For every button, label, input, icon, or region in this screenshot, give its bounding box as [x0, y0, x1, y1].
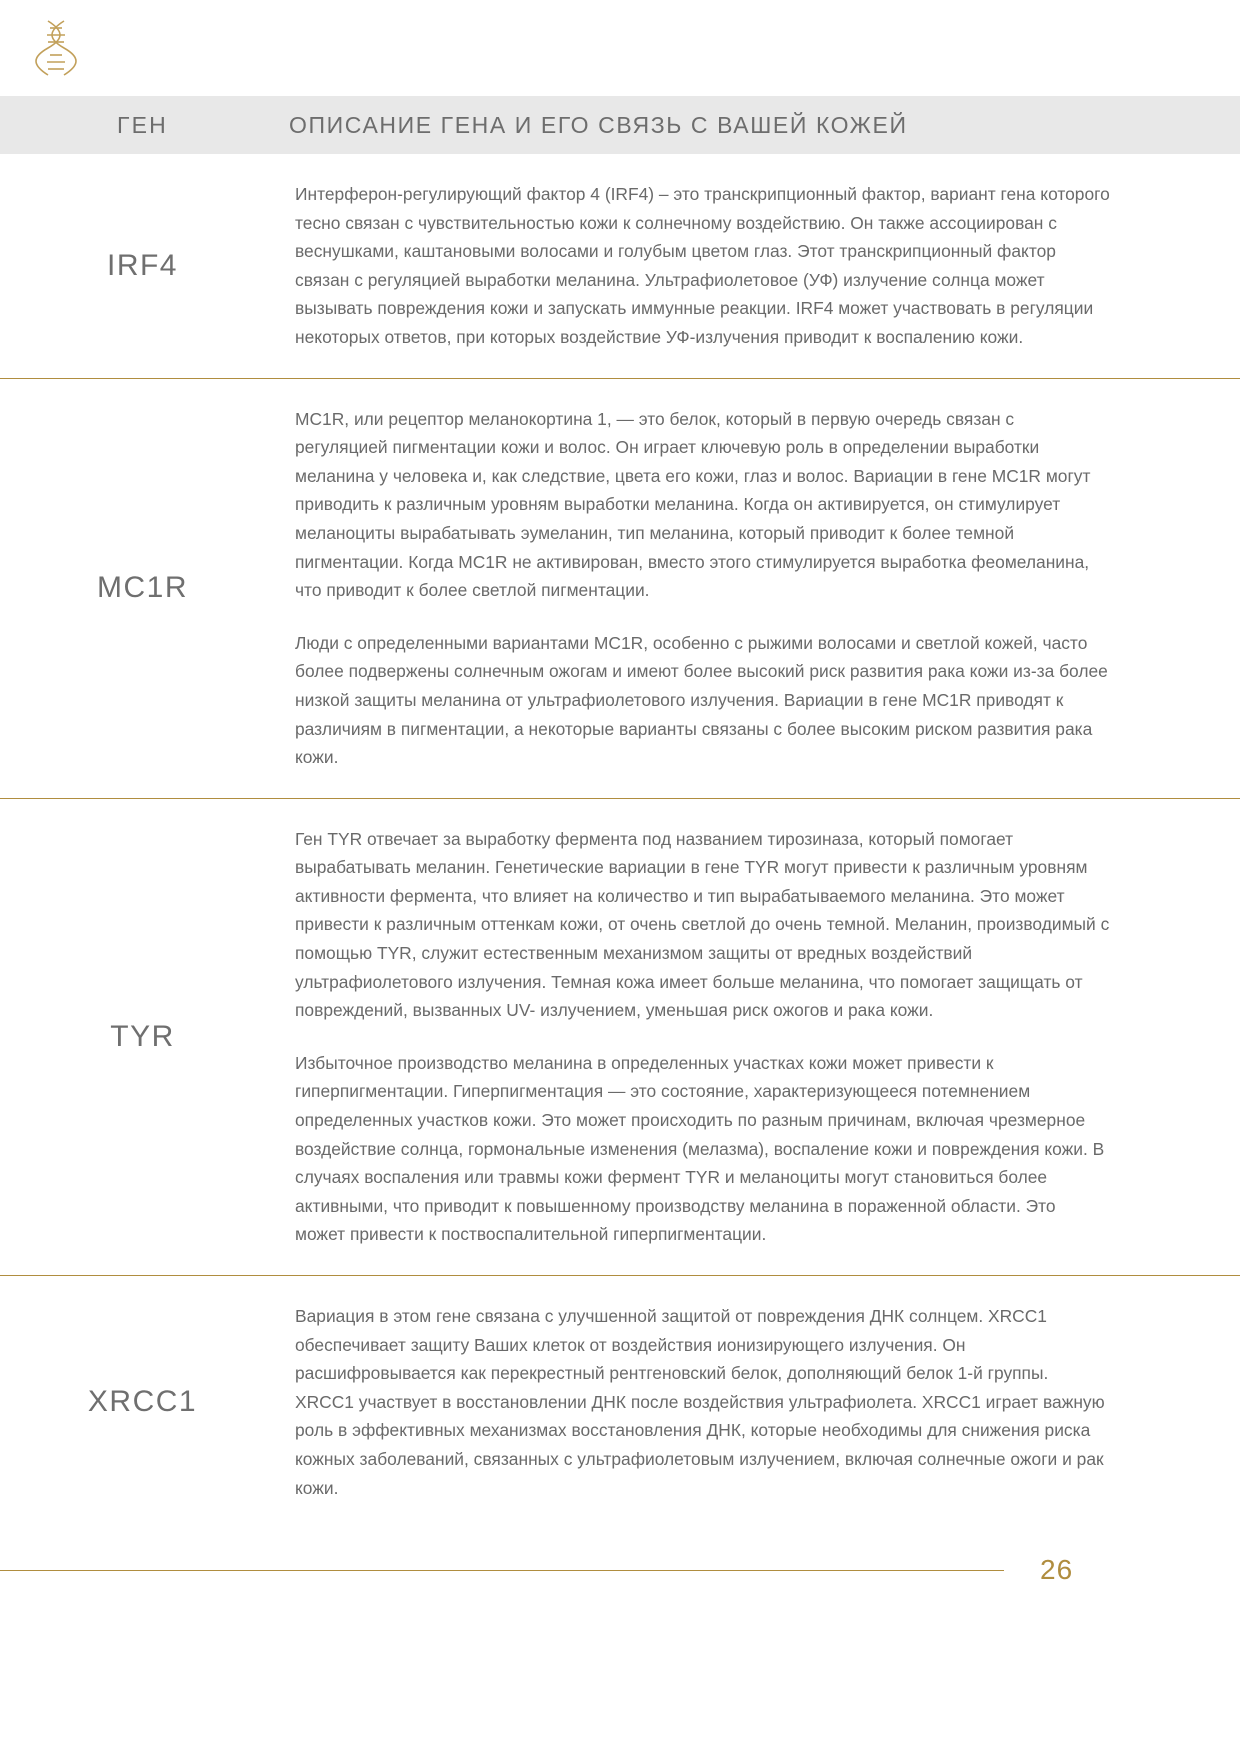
- gene-description: [285, 154, 1240, 378]
- page-number: 26: [1040, 1554, 1074, 1586]
- gene-description: [285, 799, 1240, 1275]
- description-paragraph: MC1R, или рецептор меланокортина 1, — это белок, который в первую очередь связан с регуляцией пигментации кожи и волос. Он играет ключевую роль в определении выработки меланина у человека и, как следствие, цвета его кожи, глаз и волос. Вариации в гене MC1R могут приводить к различным уровням выработки меланина. Когда он активируется, он стимулирует меланоциты вырабатывать эумеланин, тип меланина, который приводит к более темной пигментации. Когда MC1R не активирован, вместо этого стимулируется выработка феомеланина, что приводит к более светлой пигментации.: [295, 408, 1091, 601]
- gene-name: MC1R: [96, 571, 188, 605]
- description-paragraph: Ген TYR отвечает за выработку фермента под названием тирозиназа, который помогает вырабатывать меланин. Генетические вариации в гене TYR могут привести к различным уровням активности фермента, что влияет на количество и тип вырабатываемого меланина. Это может привести к различным оттенкам кожи, от очень светлой до очень темной. Меланин, производимый с помощью TYR, служит естественным механизмом защиты от вредных воздействий ультрафиолетового излучения. Темная кожа имеет больше меланина, что помогает защищать от повреждений, вызванных UV- излучением, уменьшая риск ожогов и рака кожи.: [295, 828, 1110, 1021]
- page-footer: [0, 1554, 1240, 1586]
- gene-name: IRF4: [106, 248, 178, 282]
- table-row: [0, 1276, 1240, 1528]
- column-header-description: ОПИСАНИЕ ГЕНА И ЕГО СВЯЗЬ С ВАШЕЙ КОЖЕЙ: [289, 111, 908, 138]
- table-row: [0, 154, 1240, 379]
- gene-description: [285, 379, 1240, 798]
- footer-divider: [0, 1570, 1004, 1571]
- description-paragraph: Люди с определенными вариантами MC1R, особенно с рыжими волосами и светлой кожей, часто более подвержены солнечным ожогам и имеют более высокий риск развития рака кожи из-за более низкой защиты меланина от ультрафиолетового излучения. Вариации в гене MC1R приводят к различиям в пигментации, а некоторые варианты связаны с более высоким риском развития рака кожи.: [295, 632, 1108, 768]
- gene-name: XRCC1: [87, 1385, 198, 1419]
- description-paragraph: Вариация в этом гене связана с улучшенной защитой от повреждения ДНК солнцем. XRCC1 обеспечивает защиту Ваших клеток от воздействия ионизирующего излучения. Он расшифровывается как перекрестный рентгеновский белок, дополняющий белок 1-й группы. XRCC1 участвует в восстановлении ДНК после воздействия ультрафиолета. XRCC1 играет важную роль в эффективных механизмах восстановления ДНК, которые необходимы для снижения риска кожных заболеваний, связанных с ультрафиолетовым излучением, включая солнечные ожоги и рак кожи.: [295, 1306, 1105, 1498]
- gene-name: TYR: [110, 1019, 175, 1053]
- gene-description: [285, 1276, 1240, 1528]
- table-row: [0, 379, 1240, 799]
- table-header-row: [0, 96, 1240, 154]
- logo-area: [0, 0, 1240, 96]
- description-paragraph: Интерферон-регулирующий фактор 4 (IRF4) – это транскрипционный фактор, вариант гена которого тесно связан с чувствительностью кожи к солнечному воздействию. Он также ассоциирован с веснушками, каштановыми волосами и голубым цветом глаз. Этот транскрипционный фактор связан с регуляцией выработки меланина. Ультрафиолетовое (УФ) излучение солнца может вызывать повреждения кожи и запускать иммунные реакции. IRF4 может участвовать в регуляции некоторых ответов, при которых воздействие УФ-излучения приводит к воспалению кожи.: [295, 184, 1110, 347]
- dna-helix-logo-icon: [34, 17, 78, 79]
- gene-table-body: [0, 154, 1240, 1528]
- table-row: [0, 799, 1240, 1276]
- column-header-gene: ГЕН: [116, 111, 168, 138]
- description-paragraph: Избыточное производство меланина в определенных участках кожи может привести к гиперпигментации. Гиперпигментация — это состояние, характеризующееся потемнением определенных участков кожи. Это может происходить по разным причинам, включая чрезмерное воздействие солнца, гормональные изменения (мелазма), воспаление кожи и повреждения кожи. В случаях воспаления или травмы кожи фермент TYR и меланоциты могут становиться более активными, что приводит к повышенному производству меланина в пораженной области. Это может привести к поствоспалительной гиперпигментации.: [295, 1052, 1105, 1245]
